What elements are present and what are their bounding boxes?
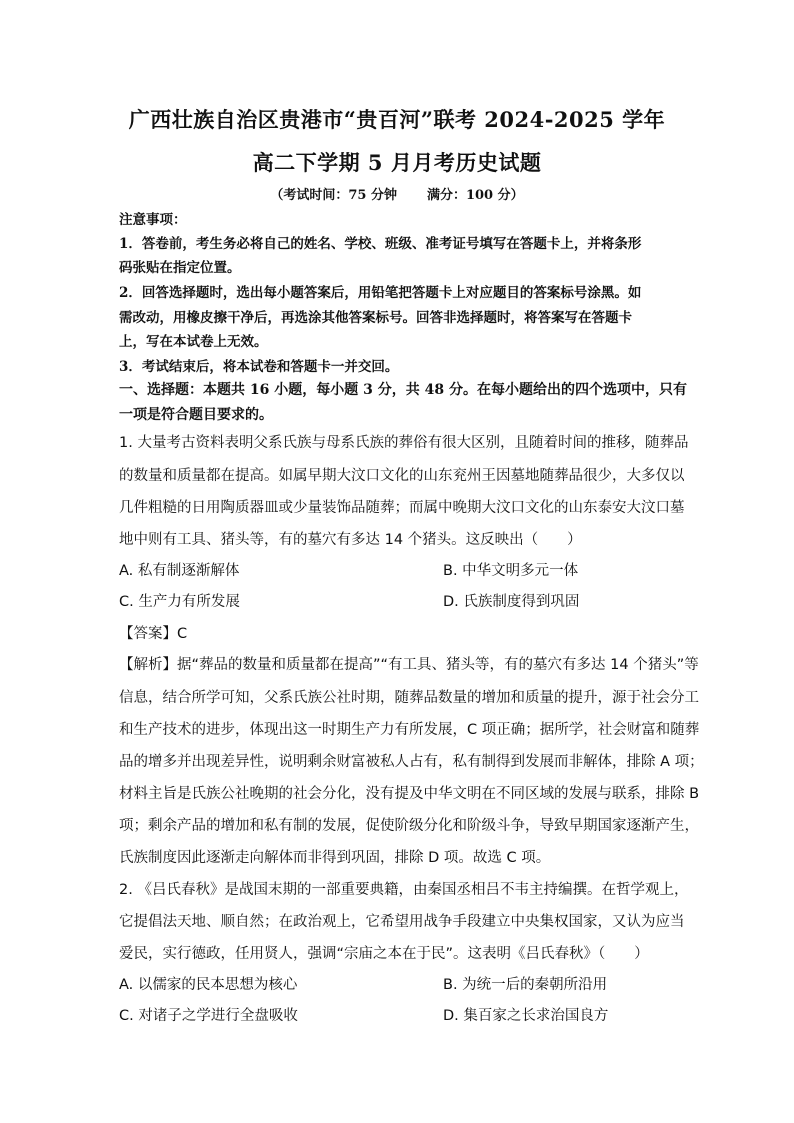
notice-line: 需改动，用橡皮擦干净后，再选涂其他答案标号。回答非选择题时，将答案写在答题卡	[119, 310, 632, 326]
q1-stem-line: 1. 大量考古资料表明父系氏族与母系氏族的葬俗有很大区别，且随着时间的推移，随葬品	[119, 435, 689, 451]
notice-line: 码张贴在指定位置。	[119, 260, 241, 276]
q1-option-d: D. 氏族制度得到巩固	[443, 594, 580, 610]
notice-heading: 注意事项：	[119, 212, 187, 228]
q2-option-b: B. 为统一后的秦朝所沿用	[443, 977, 608, 993]
q2-stem-line: 它提倡法天地、顺自然；在政治观上，它希望用战争手段建立中央集权国家，又认为应当	[119, 914, 685, 930]
q1-analysis-line: 和生产技术的进步，体现出这一时期生产力有所发展，C 项正确；据所学，社会财富和随葬	[119, 722, 700, 738]
q1-answer: 【答案】C	[119, 626, 188, 642]
q1-analysis-line: 材料主旨是氏族公社晚期的社会分化，没有提及中华文明在不同区域的发展与联系，排除 B	[119, 786, 700, 802]
exam-time: （考试时间：75 分钟	[270, 188, 397, 203]
q2-stem-line: 爱民，实行德政，任用贤人，强调“宗庙之本在于民”。这表明《吕氏春秋》（ ）	[119, 946, 649, 962]
q2-option-c: C. 对诸子之学进行全盘吸收	[119, 1008, 298, 1024]
exam-info	[0, 184, 794, 203]
q2-option-d: D. 集百家之长求治国良方	[443, 1008, 609, 1024]
notice-line: 2．回答选择题时，选出每小题答案后，用铅笔把答题卡上对应题目的答案标号涂黑。如	[119, 285, 642, 301]
exam-title-line2: 高二下学期 5 月月考历史试题	[252, 150, 542, 175]
notice-line: 3．考试结束后，将本试卷和答题卡一并交回。	[119, 359, 399, 375]
exam-title-line1: 广西壮族自治区贵港市“贵百河”联考 2024-2025 学年	[128, 107, 666, 132]
q1-analysis-line: 品的增多并出现差异性，说明剩余财富被私人占有，私有制得到发展而非解体，排除 A 项；	[119, 754, 704, 770]
q2-stem-line: 2. 《吕氏春秋》是战国末期的一部重要典籍，由秦国丞相吕不韦主持编撰。在哲学观上，	[119, 882, 689, 898]
q2-option-a: A. 以儒家的民本思想为核心	[119, 977, 298, 993]
q1-analysis-line: 项；剩余产品的增加和私有制的发展，促使阶级分化和阶级斗争，导致早期国家逐渐产生，	[119, 818, 699, 834]
q1-option-a: A. 私有制逐渐解体	[119, 563, 240, 579]
section-heading: 一、选择题：本题共 16 小题，每小题 3 分，共 48 分。在每小题给出的四个选项中，只有	[119, 382, 687, 398]
q1-analysis-line: 氏族制度因此逐渐走向解体而非得到巩固，排除 D 项。故选 C 项。	[119, 850, 551, 866]
q1-stem-line: 的数量和质量都在提高。如属早期大汶口文化的山东兖州王因墓地随葬品很少，大多仅以	[119, 468, 685, 484]
q1-analysis-line: 【解析】据“葬品的数量和质量都在提高”“有工具、猪头等，有的墓穴有多达 14 个猪头”等	[119, 657, 699, 673]
q1-analysis-line: 信息，结合所学可知，父系氏族公社时期，随葬品数量的增加和质量的提升，源于社会分工	[119, 690, 699, 706]
section-heading: 一项是符合题目要求的。	[119, 407, 273, 423]
q1-option-c: C. 生产力有所发展	[119, 594, 240, 610]
q1-stem-line: 地中则有工具、猪头等，有的墓穴有多达 14 个猪头。这反映出（ ）	[119, 532, 582, 548]
q1-option-b: B. 中华文明多元一体	[443, 563, 579, 579]
exam-score: 满分：100 分）	[426, 188, 524, 203]
notice-line: 1．答卷前，考生务必将自己的姓名、学校、班级、准考证号填写在答题卡上，并将条形	[119, 236, 642, 252]
q1-stem-line: 几件粗糙的日用陶质器皿或少量装饰品随葬；而属中晚期大汶口文化的山东泰安大汶口墓	[119, 500, 685, 516]
notice-line: 上，写在本试卷上无效。	[119, 334, 268, 350]
